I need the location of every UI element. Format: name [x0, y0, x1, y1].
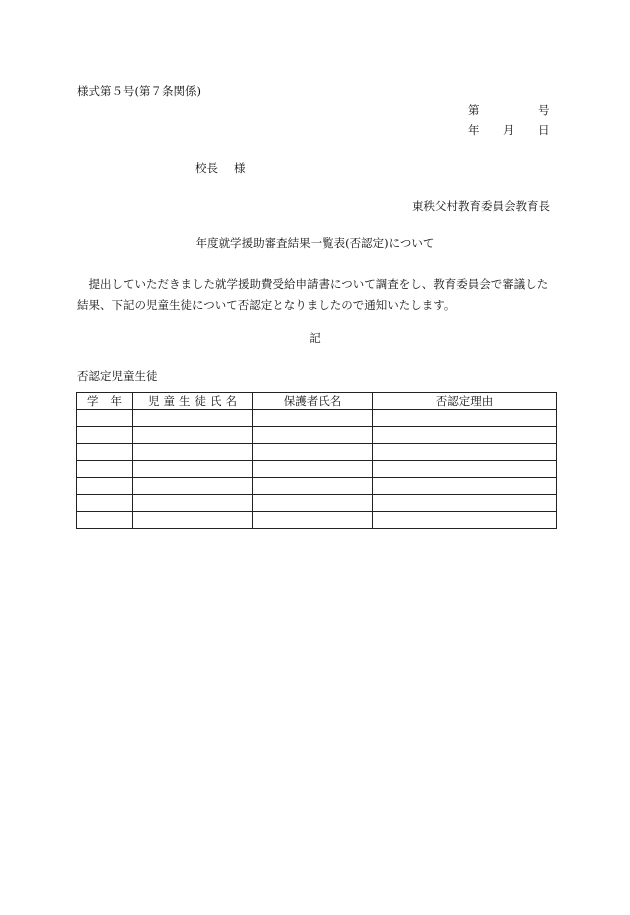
date-year: 年 [468, 123, 480, 137]
table-row [77, 461, 557, 478]
addressee-honorific: 様 [234, 161, 246, 175]
cell-student-name [133, 512, 253, 529]
list-label: 否認定児童生徒 [77, 369, 158, 383]
cell-guardian-name [253, 461, 373, 478]
cell-guardian-name [253, 495, 373, 512]
cell-reason [373, 410, 557, 427]
table-row [77, 427, 557, 444]
cell-reason [373, 427, 557, 444]
cell-student-name [133, 461, 253, 478]
cell-reason [373, 495, 557, 512]
sender: 東秩父村教育委員会教育長 [412, 199, 550, 213]
cell-reason [373, 512, 557, 529]
cell-student-name [133, 478, 253, 495]
form-number: 様式第５号(第７条関係) [77, 84, 201, 98]
table-row [77, 495, 557, 512]
cell-student-name [133, 410, 253, 427]
cell-student-name [133, 495, 253, 512]
cell-guardian-name [253, 427, 373, 444]
table-row [77, 410, 557, 427]
body-text: 提出していただきました就学援助費受給申請書について調査をし、教育委員会で審議した結果、下記の児童生徒について否認定となりましたので通知いたします。 [77, 277, 549, 312]
table-row [77, 478, 557, 495]
cell-guardian-name [253, 444, 373, 461]
cell-reason [373, 444, 557, 461]
cell-student-name [133, 444, 253, 461]
cell-grade [77, 410, 133, 427]
ki-marker: 記 [309, 331, 321, 345]
cell-reason [373, 478, 557, 495]
header-guardian-name: 保護者氏名 [253, 393, 373, 410]
cell-grade [77, 512, 133, 529]
cell-grade [77, 495, 133, 512]
header-reason: 否認定理由 [373, 393, 557, 410]
cell-grade [77, 427, 133, 444]
header-grade: 学年 [77, 393, 133, 410]
table-row [77, 512, 557, 529]
addressee [195, 163, 246, 175]
cell-guardian-name [253, 512, 373, 529]
date-day: 日 [538, 123, 550, 137]
document-number-prefix: 第 [468, 103, 480, 117]
table-row [77, 444, 557, 461]
cell-guardian-name [253, 410, 373, 427]
cell-grade [77, 461, 133, 478]
cell-grade [77, 478, 133, 495]
addressee-title: 校長 [195, 161, 218, 175]
cell-student-name [133, 427, 253, 444]
document-title: 年度就学援助審査結果一覧表(否認定)について [195, 236, 435, 250]
date-month: 月 [503, 123, 515, 137]
document-number-suffix: 号 [538, 103, 550, 117]
cell-guardian-name [253, 478, 373, 495]
cell-grade [77, 444, 133, 461]
result-table [76, 392, 557, 529]
header-student-name: 児童生徒氏名 [133, 393, 253, 410]
cell-reason [373, 461, 557, 478]
table-header-row [77, 393, 557, 410]
